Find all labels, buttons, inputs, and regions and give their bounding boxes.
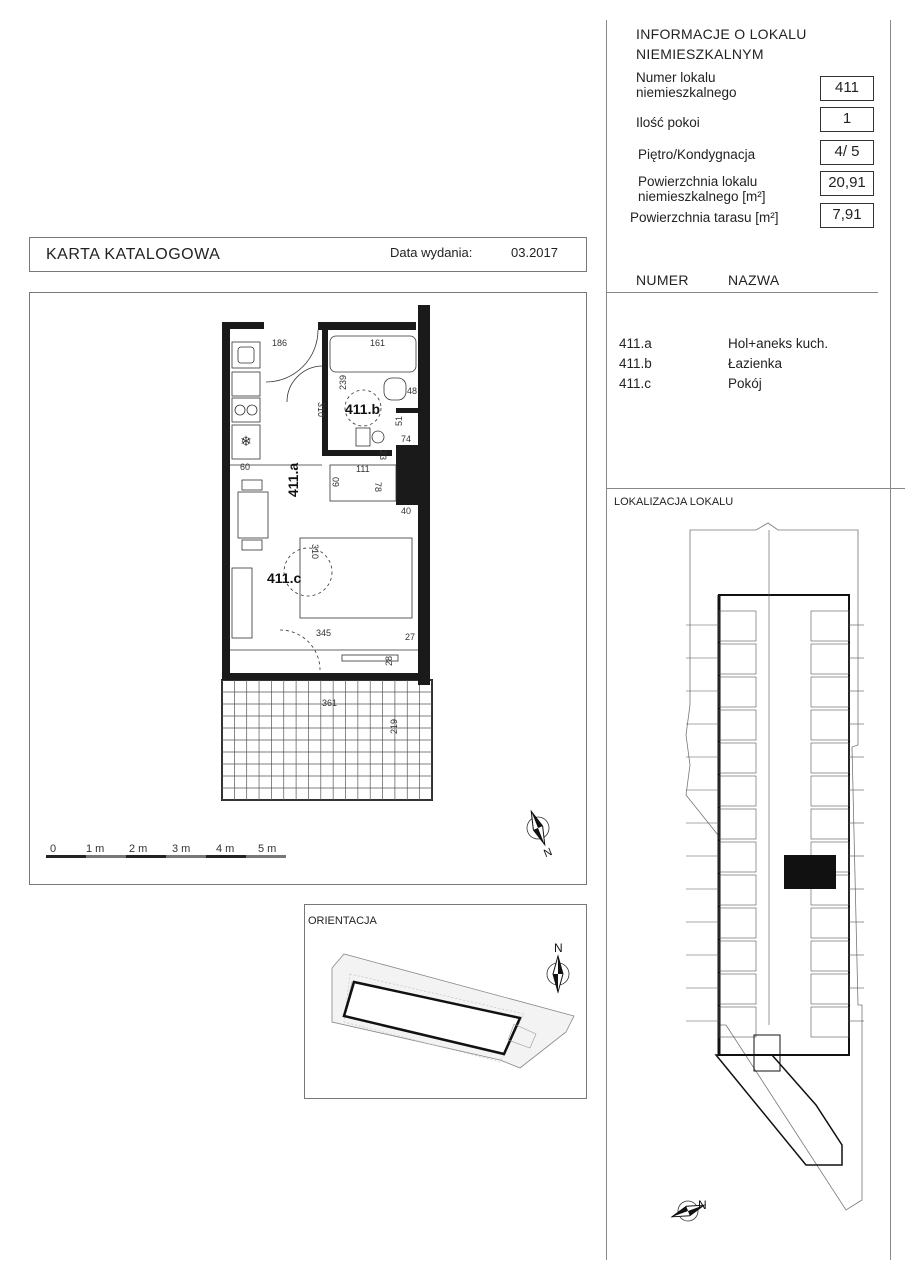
dim-74: 74 bbox=[401, 434, 412, 444]
room-row-b-number: 411.b bbox=[619, 356, 652, 371]
location-compass-letter: N bbox=[698, 1198, 707, 1212]
rooms-col-name: NAZWA bbox=[728, 272, 780, 288]
plan-compass-icon bbox=[521, 807, 561, 863]
dim-60b: 60 bbox=[240, 462, 251, 472]
info-label-number bbox=[636, 70, 737, 100]
rooms-table-divider bbox=[606, 292, 878, 293]
info-value-floor: 4/ 5 bbox=[820, 140, 874, 165]
rooms-col-number: NUMER bbox=[636, 272, 689, 288]
info-label-floor: Piętro/Kondygnacja bbox=[638, 147, 756, 162]
room-label-b: 411.b bbox=[345, 401, 381, 417]
info-label-area bbox=[638, 174, 766, 204]
dim-111: 111 bbox=[356, 464, 370, 474]
dim-51: 51 bbox=[394, 415, 404, 426]
dim-161: 161 bbox=[370, 338, 386, 348]
info-label-rooms: Ilość pokoi bbox=[636, 115, 700, 130]
location-divider bbox=[606, 488, 905, 489]
unit-highlight bbox=[784, 855, 836, 889]
info-title-line1: INFORMACJE O LOKALU bbox=[636, 26, 807, 42]
scale-0: 0 bbox=[50, 843, 57, 855]
orientation-compass-icon bbox=[547, 941, 569, 992]
orientation-map bbox=[304, 904, 586, 1098]
svg-text:❄: ❄ bbox=[240, 433, 252, 449]
dim-186: 186 bbox=[272, 338, 288, 348]
scale-5: 5 m bbox=[258, 843, 277, 855]
dim-239: 239 bbox=[338, 374, 348, 390]
dim-27: 27 bbox=[405, 632, 416, 642]
room-row-c-number: 411.c bbox=[619, 376, 652, 391]
info-value-rooms: 1 bbox=[820, 107, 874, 132]
dim-345: 345 bbox=[316, 628, 332, 638]
orientation-compass-letter: N bbox=[554, 941, 563, 955]
dim-40: 40 bbox=[401, 506, 412, 516]
room-label-a: 411.a bbox=[285, 462, 301, 498]
card-date-label: Data wydania: bbox=[390, 245, 473, 260]
room-row-c-name: Pokój bbox=[728, 376, 762, 391]
location-title: LOKALIZACJA LOKALU bbox=[614, 496, 734, 508]
room-row-a-name: Hol+aneks kuch. bbox=[728, 336, 829, 351]
info-label-area-l2: niemieszkalnego [m²] bbox=[638, 189, 766, 204]
scale-4: 4 m bbox=[216, 843, 235, 855]
dim-78: 78 bbox=[373, 482, 383, 493]
card-title: KARTA KATALOGOWA bbox=[46, 246, 221, 263]
info-value-terrace: 7,91 bbox=[820, 203, 874, 228]
info-title-line2: NIEMIESZKALNYM bbox=[636, 46, 764, 62]
dim-60a: 60 bbox=[331, 476, 341, 487]
dim-219: 219 bbox=[389, 718, 399, 734]
dim-361: 361 bbox=[322, 698, 338, 708]
info-label-area-l1: Powierzchnia lokalu bbox=[638, 174, 758, 189]
room-row-a-number: 411.a bbox=[619, 336, 652, 351]
plan-compass-letter: N bbox=[542, 845, 555, 861]
info-title bbox=[636, 24, 807, 64]
room-row-b-name: Łazienka bbox=[728, 356, 783, 371]
dim-28: 28 bbox=[384, 655, 394, 666]
dim-48: 48 bbox=[407, 386, 418, 396]
scale-2: 2 m bbox=[129, 843, 148, 855]
info-label-terrace: Powierzchnia tarasu [m²] bbox=[630, 210, 779, 225]
info-value-area: 20,91 bbox=[820, 171, 874, 196]
floor-plan bbox=[0, 0, 600, 890]
scale-3: 3 m bbox=[172, 843, 191, 855]
info-value-number: 411 bbox=[820, 76, 874, 101]
room-label-c: 411.c bbox=[267, 570, 302, 586]
card-date-value: 03.2017 bbox=[511, 245, 558, 260]
info-right-border bbox=[890, 20, 891, 1260]
location-plan bbox=[606, 505, 890, 1240]
info-label-number-l1: Numer lokalu bbox=[636, 70, 716, 85]
dim-310a: 310 bbox=[316, 402, 326, 418]
info-label-number-l2: niemieszkalnego bbox=[636, 85, 737, 100]
scale-bar bbox=[46, 843, 286, 858]
orientation-title: ORIENTACJA bbox=[308, 915, 377, 927]
dim-310b: 310 bbox=[310, 544, 320, 560]
dim-23: 23 bbox=[378, 450, 388, 461]
scale-1: 1 m bbox=[86, 843, 105, 855]
